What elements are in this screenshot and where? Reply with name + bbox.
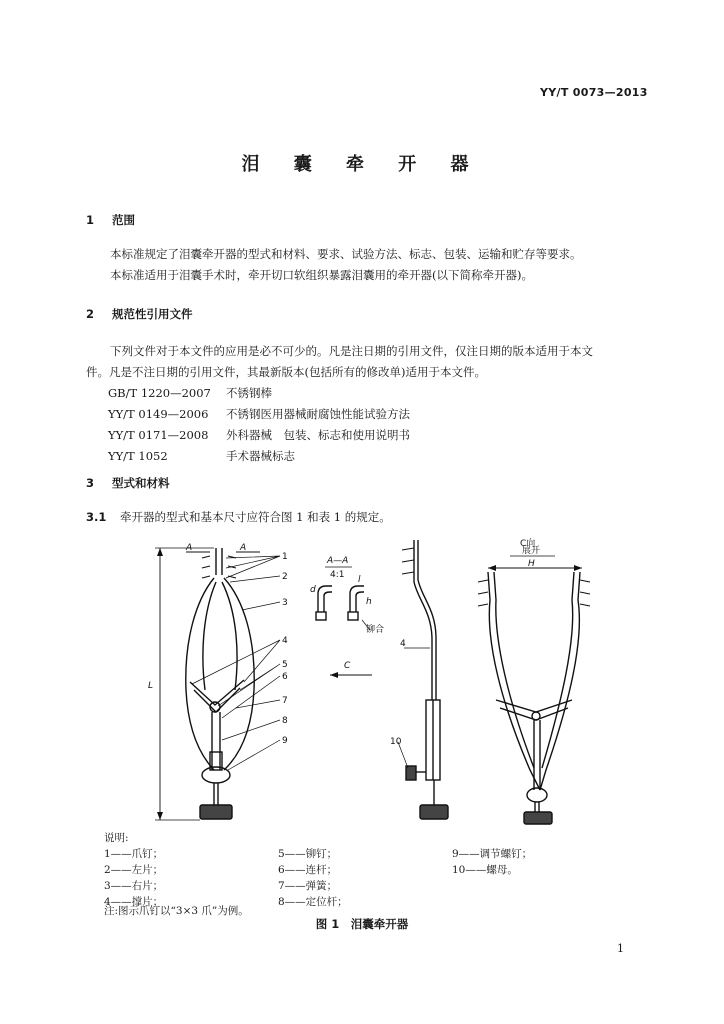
c-view: [478, 556, 590, 824]
callout-9: 9: [282, 736, 288, 746]
reference-item: GB/T 1220—2007 不锈钢棒: [108, 386, 272, 400]
legend-item: 2——左片；: [104, 864, 164, 876]
legend-item: 8——定位杆；: [278, 896, 348, 908]
retractor-figure: [0, 528, 724, 828]
callout-4: 4: [282, 636, 288, 646]
legend-item: 1——爪钉；: [104, 848, 164, 860]
normative-intro-line-1: 下列文件对于本文件的应用是必不可少的。凡是注日期的引用文件，仅注日期的版本适用于本文: [110, 344, 593, 358]
label-small-l: l: [358, 575, 361, 585]
document-title: 泪 囊 牵 开 器: [241, 154, 483, 175]
section-scale: 4:1: [330, 570, 345, 580]
callout-4-side: 4: [400, 639, 406, 649]
legend-item: 5——铆钉；: [278, 848, 338, 860]
normative-intro-line-2: 件。凡是不注日期的引用文件，其最新版本(包括所有的修改单)适用于本文件。: [86, 365, 486, 379]
callout-1: 1: [282, 552, 288, 562]
callout-5: 5: [282, 660, 288, 670]
section-number: 3: [86, 476, 95, 490]
c-view-label: C向: [520, 539, 536, 549]
reference-item: YY/T 1052 手术器械标志: [108, 449, 295, 463]
legend-item: 7——弹簧；: [278, 880, 338, 892]
clause-3-1: [86, 506, 391, 529]
clause-number: 3.1: [86, 510, 107, 524]
section-title: 型式和材料: [112, 476, 170, 490]
legend-item: 3——右片；: [104, 880, 164, 892]
section-number: 1: [86, 213, 95, 227]
section-2-heading: [86, 306, 193, 322]
legend-item: 10——螺母。: [452, 864, 518, 876]
page-number: 1: [617, 942, 624, 955]
callout-6: 6: [282, 672, 288, 682]
riveted-label: 铆合: [366, 625, 385, 635]
callout-2: 2: [282, 572, 288, 582]
legend-item: 4——撑片；: [104, 896, 164, 908]
callout-7: 7: [282, 696, 288, 706]
unfold-label: 展开: [522, 546, 541, 556]
legend-item: 9——调节螺钉；: [452, 848, 533, 860]
reference-item: YY/T 0171—2008 外科器械 包装、标志和使用说明书: [108, 428, 410, 442]
scope-paragraph-2: 本标准适用于泪囊手术时，牵开切口软组织暴露泪囊用的牵开器(以下简称牵开器)。: [110, 268, 533, 282]
label-d: d: [310, 585, 316, 595]
callout-8: 8: [282, 716, 288, 726]
legend-item: 6——连杆；: [278, 864, 338, 876]
legend-title: 说明:: [104, 832, 129, 844]
section-label: A—A: [327, 556, 349, 566]
callout-3: 3: [282, 598, 288, 608]
side-view: [398, 540, 448, 819]
section-3-heading: [86, 475, 170, 491]
scope-paragraph-1: 本标准规定了泪囊牵开器的型式和材料、要求、试验方法、标志、包装、运输和贮存等要求。: [110, 247, 582, 261]
clause-text: 牵开器的型式和基本尺寸应符合图 1 和表 1 的规定。: [120, 510, 391, 524]
section-1-heading: [86, 212, 135, 228]
section-number: 2: [86, 307, 95, 321]
callout-10: 10: [390, 737, 402, 747]
section-title: 范围: [112, 213, 135, 227]
figure-note: 注:图示爪钉以“3×3 爪”为例。: [104, 905, 249, 917]
label-h-width: H: [528, 559, 535, 569]
front-view: [155, 548, 280, 820]
reference-item: YY/T 0149—2006 不锈钢医用器械耐腐蚀性能试验方法: [108, 407, 410, 421]
label-a-right: A: [240, 543, 247, 553]
standard-number: YY/T 0073—2013: [540, 86, 648, 99]
label-c: C: [344, 661, 351, 671]
figure-caption: 图 1 泪囊牵开器: [315, 917, 409, 931]
label-h: h: [366, 597, 372, 607]
section-title: 规范性引用文件: [112, 307, 193, 321]
label-a-left: A: [186, 543, 193, 553]
label-l: L: [148, 681, 154, 691]
